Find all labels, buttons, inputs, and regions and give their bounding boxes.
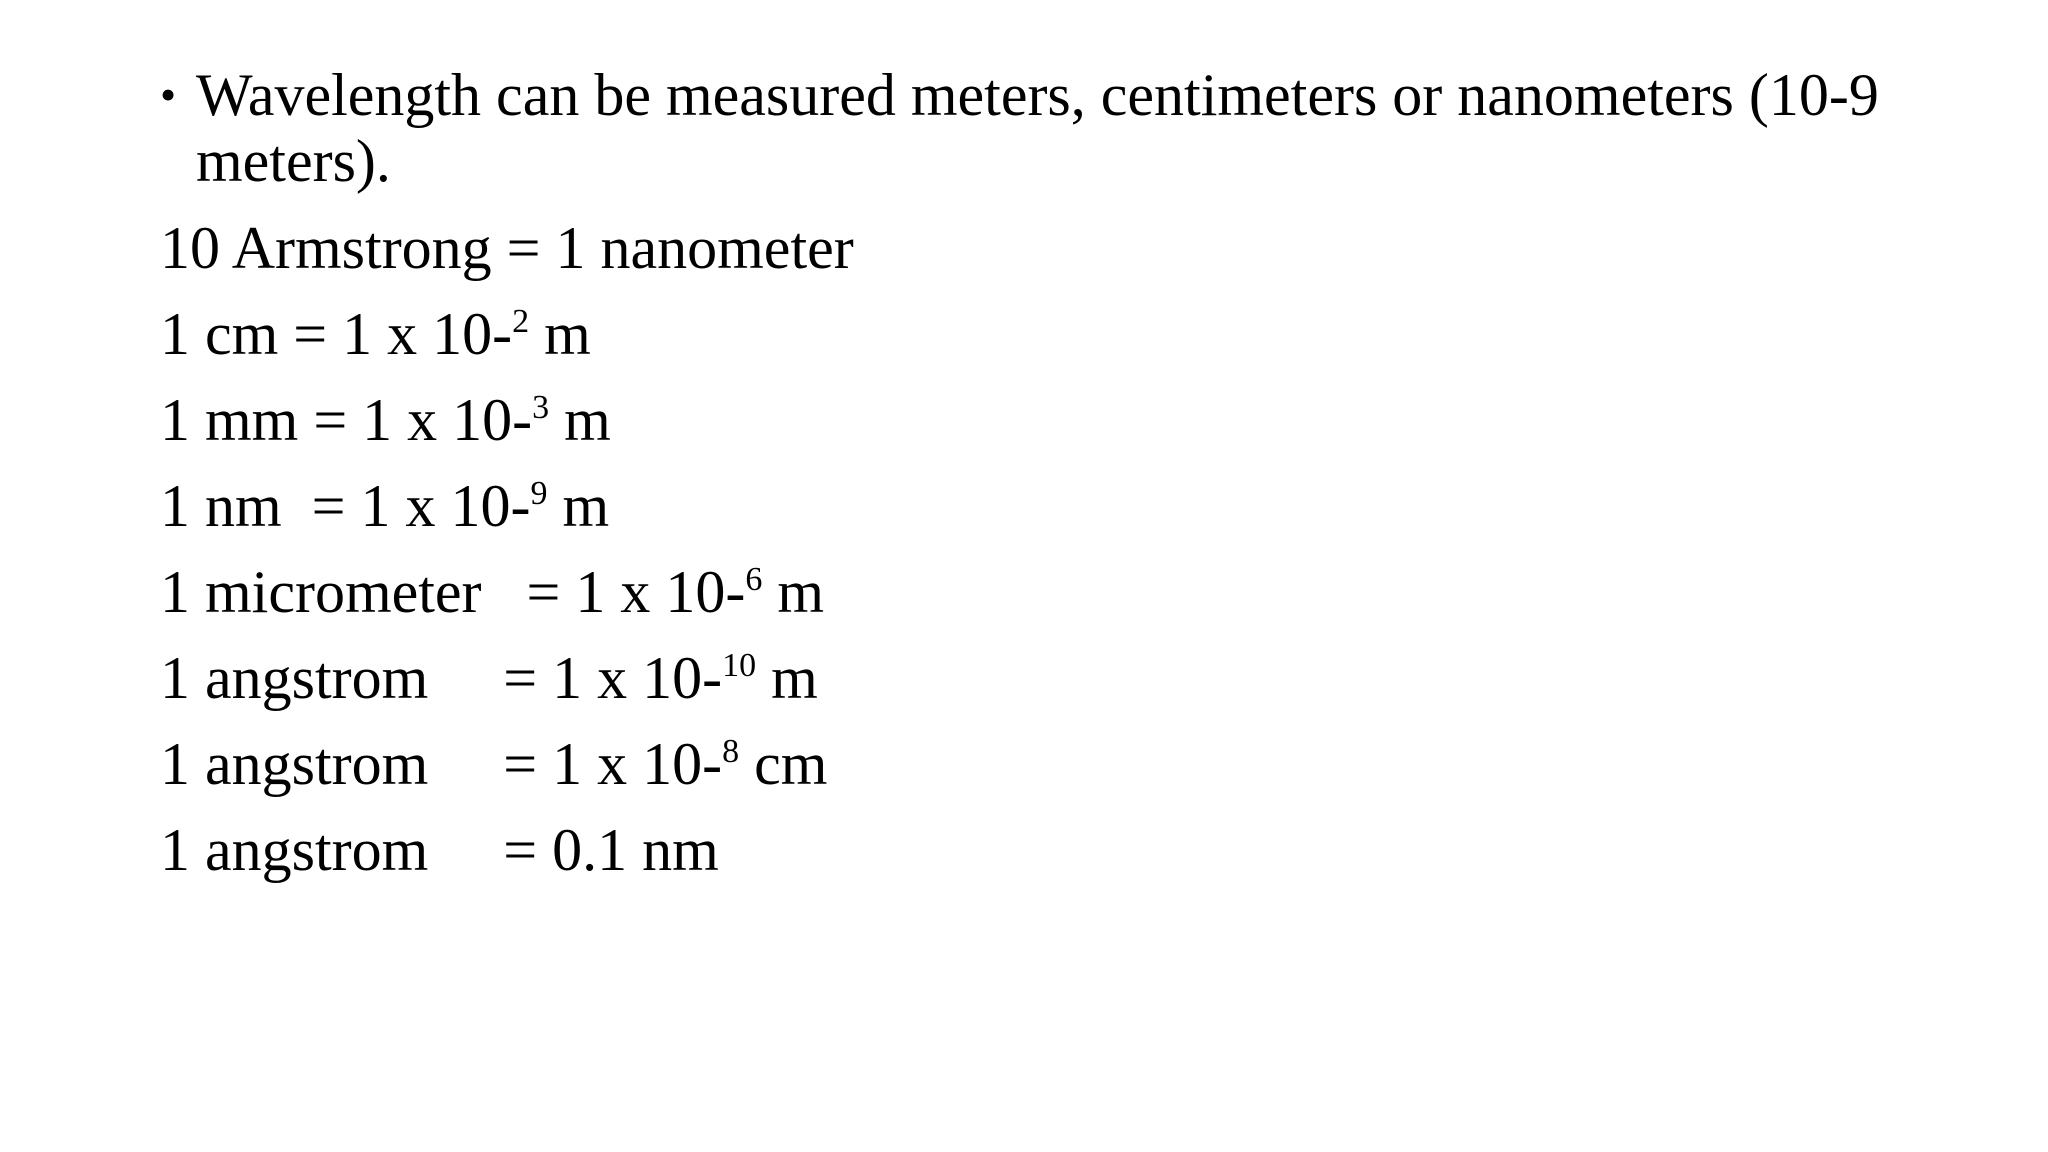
conversion-text: 10 Armstrong = 1 nanometer	[160, 215, 854, 281]
conversion-unit: m	[529, 301, 591, 367]
conversion-line-angstrom-nm	[160, 816, 854, 902]
conversion-exponent: 6	[745, 561, 763, 598]
conversion-line-micrometer	[160, 558, 854, 644]
conversion-unit: cm	[739, 731, 828, 797]
conversion-unit: m	[547, 473, 610, 539]
conversion-line-cm	[160, 300, 854, 386]
conversion-line-armstrong-nanometer	[160, 214, 854, 300]
conversion-exponent: 9	[530, 475, 548, 512]
conversion-line-nm	[160, 472, 854, 558]
conversion-line-mm	[160, 386, 854, 472]
conversion-unit: m	[549, 387, 611, 453]
conversion-exponent: 2	[512, 303, 530, 340]
conversion-text: 1 nm = 1 x 10-	[160, 473, 531, 539]
conversion-text: 1 angstrom = 1 x 10-	[160, 731, 723, 797]
conversion-text: 1 mm = 1 x 10-	[160, 387, 533, 453]
conversion-text: 1 micrometer = 1 x 10-	[160, 559, 746, 625]
conversion-text: 1 angstrom = 1 x 10-	[160, 645, 723, 711]
conversion-unit: m	[756, 645, 818, 711]
conversion-exponent: 8	[722, 733, 740, 770]
conversion-unit: m	[762, 559, 825, 625]
conversion-list	[160, 214, 854, 902]
conversion-exponent: 3	[532, 389, 550, 426]
bullet-item	[160, 62, 1920, 194]
conversion-text: 1 angstrom = 0.1 nm	[160, 817, 719, 883]
bullet-text: Wavelength can be measured meters, centimeters or nanometers (10-9 meters).	[196, 62, 1879, 194]
conversion-text: 1 cm = 1 x 10-	[160, 301, 513, 367]
conversion-line-angstrom-cm	[160, 730, 854, 816]
bullet-marker: •	[160, 69, 177, 120]
conversion-exponent: 10	[722, 647, 757, 684]
conversion-line-angstrom-m	[160, 644, 854, 730]
